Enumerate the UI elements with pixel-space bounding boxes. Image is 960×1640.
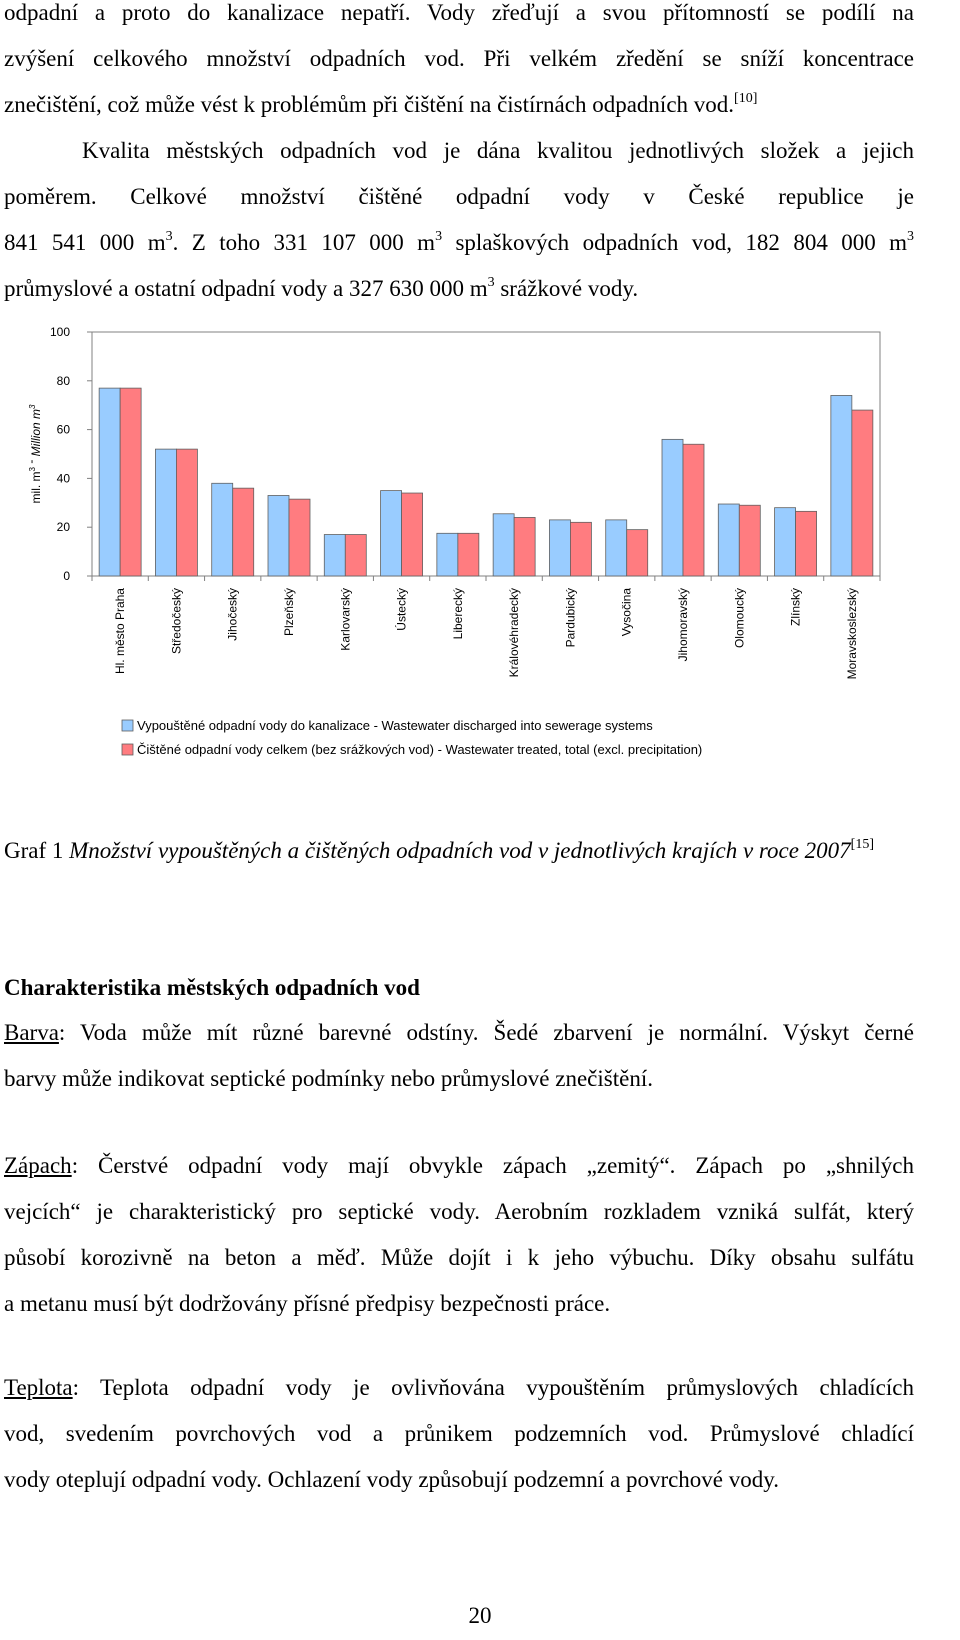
smell-text: : Čerstvé odpadní vody mají obvykle zápach „zemitý“. Zápach po „shnilých — [71, 1153, 914, 1178]
intro-line: odpadní a proto do kanalizace nepatří. Vody zřeďují a svou přítomností se podílí na — [4, 0, 914, 25]
bar — [437, 533, 458, 576]
intro-line-text: znečištění, což může vést k problémům při čištění na čistírnách odpadních vod. — [4, 92, 735, 117]
smell-line: působí korozivně na beton a měď. Může dojít i k jeho výbuchu. Díky obsahu sulfátu — [4, 1245, 914, 1270]
color-term: Barva — [4, 1020, 59, 1045]
quality-value-total: 841 541 000 m — [4, 230, 166, 255]
bar — [493, 514, 514, 576]
bar — [324, 535, 345, 576]
bar — [176, 449, 197, 576]
smell-line — [4, 1143, 914, 1189]
quality-text: . Z toho 331 107 000 m — [172, 230, 436, 255]
y-tick-label: 0 — [63, 569, 70, 583]
x-tick-label: Moravskoslezský — [844, 588, 859, 680]
legend-swatch — [122, 744, 133, 755]
temperature-text: : Teplota odpadní vody je ovlivňována vypouštěním průmyslových chladících — [72, 1375, 914, 1400]
bar — [233, 488, 254, 576]
y-axis-label-part: 3 — [28, 404, 37, 409]
bar — [155, 449, 176, 576]
exponent: 3 — [435, 229, 443, 244]
page-number: 20 — [468, 1603, 492, 1628]
bar — [852, 410, 873, 576]
bar — [345, 535, 366, 576]
bar — [514, 517, 535, 576]
y-axis-label-part: - — [24, 456, 38, 468]
bar — [99, 388, 120, 576]
x-tick-label: Hl. město Praha — [113, 588, 128, 675]
bar — [662, 439, 683, 576]
bar — [796, 511, 817, 576]
smell-line: vejcích“ je charakteristický pro septické vody. Aerobním rozkladem vzniká sulfát, který — [4, 1199, 914, 1224]
temperature-line: vody oteplují odpadní vody. Ochlazení vody způsobují podzemní a povrchové vody. — [4, 1467, 780, 1492]
bar — [458, 533, 479, 576]
x-tick-label: Jihomoravský — [676, 588, 690, 662]
section-heading: Charakteristika městských odpadních vod — [4, 975, 420, 1000]
x-tick-label: Ústecký — [394, 588, 409, 631]
y-tick-label: 80 — [56, 373, 70, 388]
x-tick-label: Liberecký — [450, 588, 465, 640]
quality-text: splaškových odpadních vod, 182 804 000 m — [442, 230, 908, 255]
exponent: 3 — [165, 229, 173, 244]
y-tick-label: 20 — [56, 520, 70, 535]
figure-caption — [4, 828, 914, 874]
x-tick-label: Plzeňský — [282, 588, 296, 637]
bar-chart-svg — [0, 318, 960, 808]
legend-swatch — [122, 720, 133, 731]
y-axis-label-part: mil. m — [29, 471, 43, 504]
plot-area — [92, 332, 880, 576]
y-axis-label-part: 3 — [28, 467, 37, 472]
color-line — [4, 1010, 914, 1056]
intro-paragraph — [4, 0, 914, 312]
caption-label: Graf 1 — [4, 838, 64, 863]
x-tick-label: Olomoucký — [732, 588, 747, 649]
exponent: 3 — [487, 275, 495, 290]
intro-reference: [10] — [734, 91, 758, 106]
x-tick-label: Pardubický — [563, 588, 578, 648]
legend-label: Čištěné odpadní vody celkem (bez srážkových vod) - Wastewater treated, total (excl. precipitation) — [137, 742, 703, 757]
bar — [289, 499, 310, 576]
x-tick-label: Vysočina — [619, 588, 634, 637]
temperature-line: vod, svedením povrchových vod a průnikem podzemních vod. Průmyslové chladící — [4, 1421, 914, 1446]
y-tick-label: 100 — [49, 325, 70, 339]
y-axis-label — [24, 404, 43, 503]
bar — [402, 493, 423, 576]
bar — [627, 530, 648, 576]
intro-line — [4, 82, 914, 128]
bar — [683, 444, 704, 576]
bar — [381, 491, 402, 576]
temperature-paragraph — [4, 1365, 914, 1503]
legend-label: Vypouštěné odpadní vody do kanalizace - Wastewater discharged into sewerage systems — [137, 718, 653, 733]
x-tick-label: Středočeský — [169, 588, 184, 655]
x-tick-label: Zlínský — [788, 588, 803, 627]
smell-paragraph — [4, 1143, 914, 1327]
color-text: : Voda může mít různé barevné odstíny. Šedé zbarvení je normální. Výskyt černé — [58, 1020, 914, 1045]
x-tick-label: Jihočeský — [225, 588, 240, 641]
quality-text: srážkové vody. — [494, 276, 639, 301]
temperature-line — [4, 1365, 914, 1411]
quality-line: poměrem. Celkové množství čištěné odpadní vody v České republice je — [4, 184, 914, 209]
x-tick-label: Královéhradecký — [507, 588, 522, 678]
intro-line: zvýšení celkového množství odpadních vod. Při velkém zředění se sníží koncentrace — [4, 46, 914, 71]
bar — [718, 504, 739, 576]
y-tick-label: 60 — [56, 422, 70, 437]
bar — [606, 520, 627, 576]
bar — [831, 395, 852, 576]
bar — [570, 522, 591, 576]
bar — [739, 505, 760, 576]
bar — [268, 495, 289, 576]
color-paragraph — [4, 1010, 914, 1102]
quality-text: průmyslové a ostatní odpadní vody a 327 630 000 m — [4, 276, 488, 301]
color-line: barvy může indikovat septické podmínky nebo průmyslové znečištění. — [4, 1066, 653, 1091]
caption-title: Množství vypouštěných a čištěných odpadních vod v jednotlivých krajích v roce 2007 — [69, 838, 851, 863]
caption-reference: [15] — [850, 837, 874, 852]
x-tick-label: Karlovarský — [338, 588, 353, 651]
y-axis-label-part: Million m — [29, 408, 43, 457]
y-tick-label: 40 — [56, 471, 70, 486]
bar — [549, 520, 570, 576]
temperature-term: Teplota — [4, 1375, 73, 1400]
bar — [775, 508, 796, 576]
bar — [120, 388, 141, 576]
quality-line — [4, 220, 914, 266]
smell-term: Zápach — [4, 1153, 72, 1178]
smell-line: a metanu musí být dodržovány přísné předpisy bezpečnosti práce. — [4, 1291, 611, 1316]
bar-chart — [0, 318, 960, 808]
bar — [212, 483, 233, 576]
quality-line — [4, 266, 914, 312]
exponent: 3 — [907, 229, 915, 244]
quality-line: Kvalita městských odpadních vod je dána kvalitou jednotlivých složek a jejich — [82, 138, 914, 163]
